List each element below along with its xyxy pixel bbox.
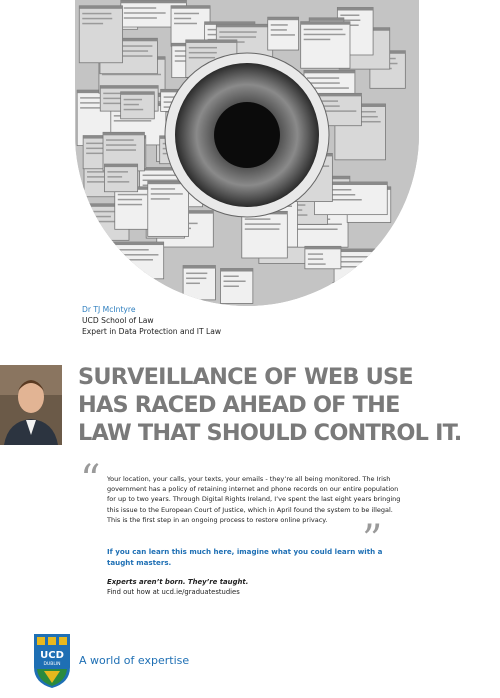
author-school: UCD School of Law (82, 316, 154, 325)
headline-line-3: LAW THAT SHOULD CONTROL IT. (78, 420, 462, 446)
slogan-text: Experts aren’t born. They’re taught. (107, 578, 249, 586)
author-block (82, 304, 221, 337)
headline (78, 363, 498, 447)
headline-line-2: HAS RACED AHEAD OF THE (78, 392, 400, 418)
open-quote-mark: “ (80, 457, 101, 503)
logo-dublin-text: DUBLIN (43, 662, 61, 667)
author-photo (0, 365, 62, 445)
quote-text: Your location, your calls, your texts, your emails - they’re all being monitored. The Irish government has a policy of retaining internet and phone records on our entire population for up to two years. Through Digital Rights Ireland, I’ve spent the last eight years bringing this issue to the European Court of Justice, which in April found the system to be illegal. This is the first step in an ongoing process to restore online privacy. (107, 475, 401, 524)
close-quote-mark: ” (362, 517, 383, 563)
cta-text: If you can learn this much here, imagine what you could learn with a taught masters. (107, 547, 383, 567)
logo-ucd-text: UCD (40, 650, 64, 661)
tagline: A world of expertise (79, 654, 190, 667)
author-role: Expert in Data Protection and IT Law (82, 327, 222, 336)
surveillance-eye-image (75, 0, 419, 306)
author-name: Dr TJ McIntyre (82, 305, 136, 314)
ucd-crest-logo (33, 633, 71, 689)
find-out-link[interactable]: Find out how at ucd.ie/graduatestudies (107, 588, 240, 596)
headline-line-1: SURVEILLANCE OF WEB USE (78, 364, 413, 390)
